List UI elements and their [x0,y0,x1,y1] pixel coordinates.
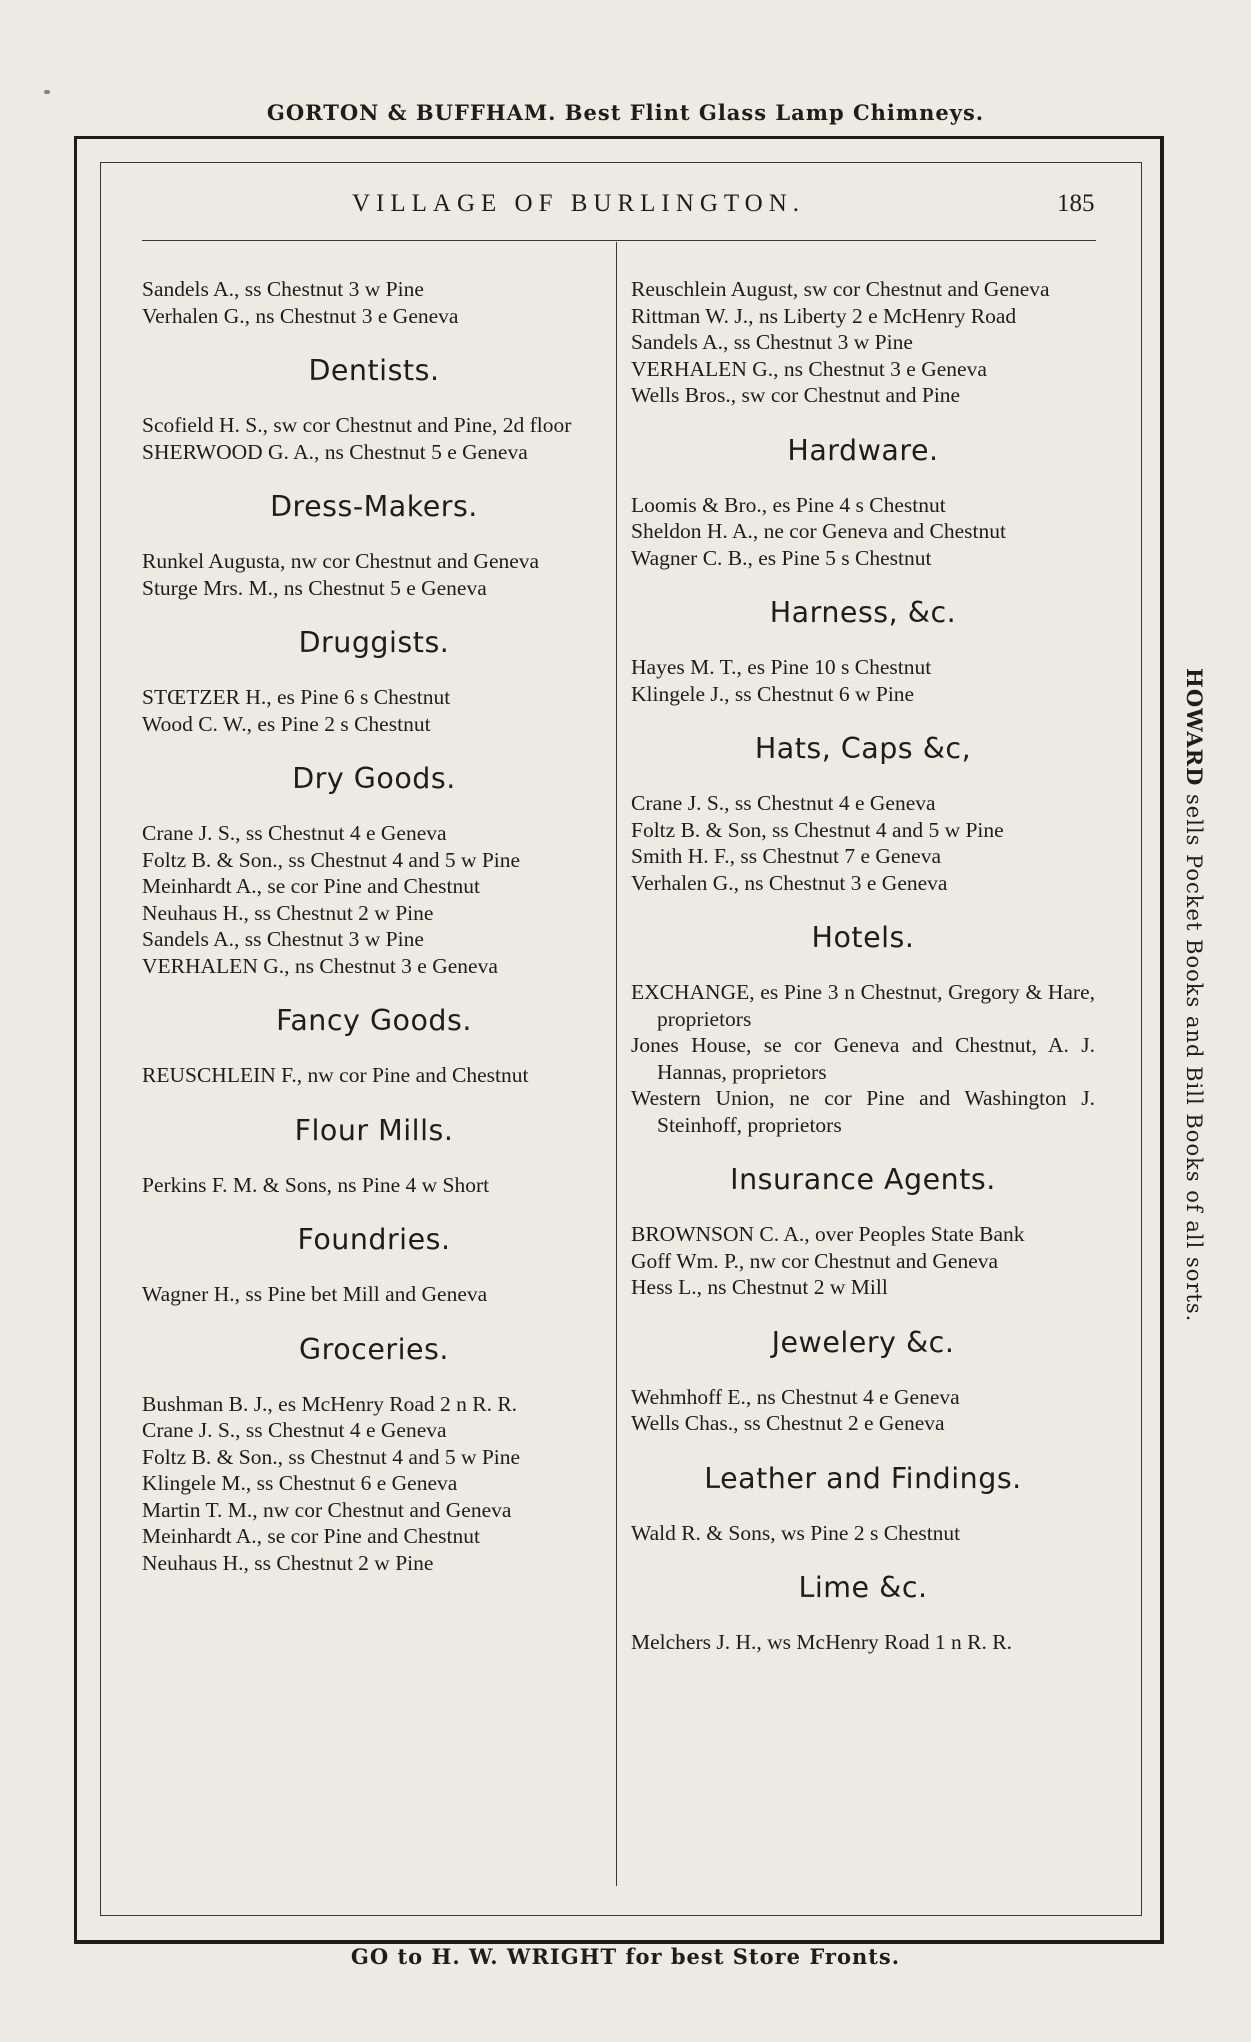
directory-entry: Verhalen G., ns Chestnut 3 e Geneva [631,870,948,895]
directory-section [142,353,606,465]
side-advertisement [1182,668,1207,1322]
section-heading: Harness, &c. [769,596,957,629]
directory-entry: Western Union, ne cor Pine and Washington J. Steinhoff, proprietors [631,1086,1095,1137]
directory-section [631,1570,1095,1656]
directory-entry: Scofield H. S., sw cor Chestnut and Pine, 2d floor [142,413,572,437]
directory-entry: VERHALEN G., ns Chestnut 3 e Geneva [631,356,987,381]
directory-entry: Neuhaus H., ss Chestnut 2 w Pine [142,900,434,925]
directory-section [631,1162,1095,1301]
section-heading: Dress-Makers. [270,490,478,523]
directory-entry: Hayes M. T., es Pine 10 s Chestnut [631,655,932,679]
section-heading: Lime &c. [798,1571,928,1604]
directory-entry: Bushman B. J., es McHenry Road 2 n R. R. [142,1391,518,1416]
directory-section [631,433,1095,572]
section-heading: Hotels. [811,921,915,954]
directory-entry: Loomis & Bro., es Pine 4 s Chestnut [631,492,946,517]
directory-entry: Jones House, se cor Geneva and Chestnut, A. J. Hannas, proprietors [631,1033,1095,1084]
directory-section [142,761,606,979]
section-heading: Jewelery &c. [771,1325,955,1359]
column-divider [616,242,617,1886]
directory-entry: STŒTZER H., es Pine 6 s Chestnut [142,685,451,709]
section-heading: Druggists. [298,626,450,659]
directory-section [142,489,606,601]
directory-entry: Wells Bros., sw cor Chestnut and Pine [631,383,961,407]
directory-entry: Smith H. F., ss Chestnut 7 e Geneva [631,844,942,868]
directory-entry: Meinhardt A., se cor Pine and Chestnut [142,874,480,898]
bottom-advertisement: GO to H. W. WRIGHT for best Store Fronts. [350,1944,901,1969]
section-heading: Flour Mills. [294,1113,454,1147]
directory-section [142,1332,606,1577]
directory-entry: Hess L., ns Chestnut 2 w Mill [631,1275,888,1299]
directory-entry: Sandels A., ss Chestnut 3 w Pine [631,330,913,354]
directory-entry: Neuhaus H., ss Chestnut 2 w Pine [142,1550,434,1575]
side-advertisement-text: sells Pocket Books and Bill Books of all sorts. [1182,786,1206,1323]
section-heading: Foundries. [297,1223,451,1256]
section-heading: Dry Goods. [292,762,456,795]
section-heading: Hardware. [787,433,939,467]
header-rule [142,240,1096,241]
page-title: VILLAGE OF BURLINGTON. [352,190,806,217]
section-heading: Fancy Goods. [276,1004,472,1037]
directory-entry: SHERWOOD G. A., ns Chestnut 5 e Geneva [142,439,528,464]
directory-section [142,625,606,737]
directory-entry: Melchers J. H., ws McHenry Road 1 n R. R. [631,1630,1012,1654]
directory-entry: Wood C. W., es Pine 2 s Chestnut [142,711,431,736]
directory-entry: Meinhardt A., se cor Pine and Chestnut [142,1524,480,1548]
directory-entry: BROWNSON C. A., over Peoples State Bank [631,1222,1025,1246]
directory-entry: Foltz B. & Son, ss Chestnut 4 and 5 w Pine [631,817,1004,842]
right-column [631,276,1095,1656]
directory-entry: Sheldon H. A., ne cor Geneva and Chestnut [631,519,1006,543]
directory-section [631,1325,1095,1437]
directory-entry: Crane J. S., ss Chestnut 4 e Geneva [142,821,447,845]
directory-entry: Sandels A., ss Chestnut 3 w Pine [142,927,424,951]
directory-entry: Wagner C. B., es Pine 5 s Chestnut [631,545,932,570]
directory-entry: Klingele J., ss Chestnut 6 w Pine [631,681,915,706]
directory-section [142,1003,606,1089]
directory-entry: REUSCHLEIN F., nw cor Pine and Chestnut [142,1063,529,1087]
directory-section [631,595,1095,707]
directory-entry: EXCHANGE, es Pine 3 n Chestnut, Gregory & Hare, proprietors [631,980,1095,1031]
section-heading: Leather and Findings. [704,1461,1022,1495]
section-heading: Hats, Caps &c, [754,732,972,765]
directory-entry: Rittman W. J., ns Liberty 2 e McHenry Road [631,303,1017,328]
section-heading: Groceries. [299,1332,449,1366]
top-advertisement: GORTON & BUFFHAM. Best Flint Glass Lamp Chimneys. [266,100,985,125]
directory-entry: Verhalen G., ns Chestnut 3 e Geneva [142,303,459,328]
directory-section [142,1113,606,1199]
side-advertisement-name: HOWARD [1182,668,1207,787]
section-heading: Insurance Agents. [730,1163,996,1196]
directory-section [631,1461,1095,1547]
directory-entry: Foltz B. & Son., ss Chestnut 4 and 5 w Pine [142,847,521,872]
directory-section [142,1222,606,1308]
directory-entry: Wells Chas., ss Chestnut 2 e Geneva [631,1411,945,1435]
directory-entry: Goff Wm. P., nw cor Chestnut and Geneva [631,1248,999,1273]
directory-section [631,731,1095,896]
page-number: 185 [1057,190,1095,217]
directory-entry: Wehmhoff E., ns Chestnut 4 e Geneva [631,1384,960,1409]
directory-entry: VERHALEN G., ns Chestnut 3 e Geneva [142,953,498,978]
directory-section [631,920,1095,1138]
left-column [142,276,606,1576]
directory-entry: Foltz B. & Son., ss Chestnut 4 and 5 w Pine [142,1444,521,1469]
directory-entry: Crane J. S., ss Chestnut 4 e Geneva [631,791,936,815]
directory-entry: Sturge Mrs. M., ns Chestnut 5 e Geneva [142,575,487,600]
directory-entry: Reuschlein August, sw cor Chestnut and Geneva [631,277,1050,301]
paper-speck [44,90,50,94]
directory-entry: Wagner H., ss Pine bet Mill and Geneva [142,1282,488,1306]
directory-entry: Crane J. S., ss Chestnut 4 e Geneva [142,1418,447,1442]
section-heading: Dentists. [308,354,440,387]
directory-entry: Perkins F. M. & Sons, ns Pine 4 w Short [142,1172,490,1197]
directory-entry: Wald R. & Sons, ws Pine 2 s Chestnut [631,1520,961,1545]
directory-entry: Sandels A., ss Chestnut 3 w Pine [142,277,424,301]
directory-entry: Runkel Augusta, nw cor Chestnut and Geneva [142,549,540,573]
directory-entry: Martin T. M., nw cor Chestnut and Geneva [142,1497,512,1522]
directory-entry: Klingele M., ss Chestnut 6 e Geneva [142,1471,458,1495]
